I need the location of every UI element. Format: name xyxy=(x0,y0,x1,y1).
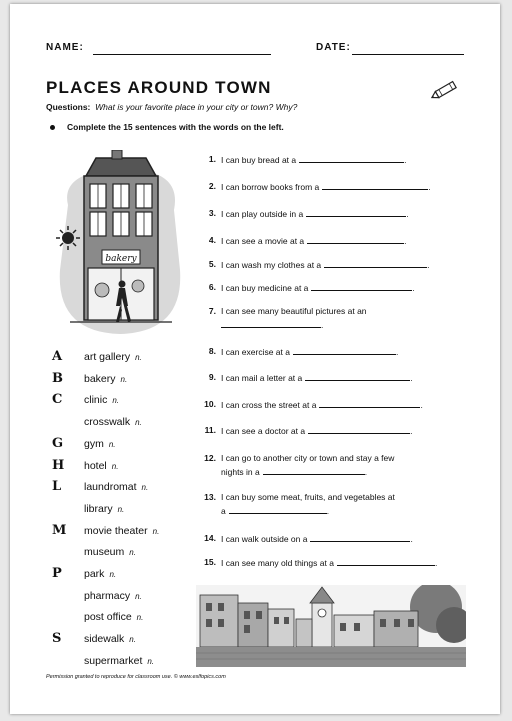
sentence-line1: I can walk outside on a xyxy=(221,534,308,544)
word-bank-letter: C xyxy=(52,392,63,408)
word-bank-word xyxy=(84,655,154,667)
word-bank-word xyxy=(84,503,124,515)
part-of-speech: n. xyxy=(147,656,155,666)
word-bank-word xyxy=(84,590,142,602)
period: . xyxy=(420,400,423,410)
word-text: clinic xyxy=(84,394,108,407)
period: . xyxy=(364,467,368,477)
sentence-line1: I can exercise at a xyxy=(221,347,290,357)
word-text: museum xyxy=(84,546,125,559)
name-label: NAME: xyxy=(46,42,84,53)
date-label: DATE: xyxy=(316,42,351,53)
answer-blank[interactable] xyxy=(319,398,423,410)
word-text: hotel xyxy=(84,459,107,472)
sentence-item xyxy=(196,345,481,373)
word-bank-word xyxy=(84,611,143,623)
word-bank-word xyxy=(84,460,118,472)
part-of-speech: n. xyxy=(120,374,128,384)
period: . xyxy=(404,236,407,246)
sentence-text xyxy=(221,305,367,332)
answer-blank[interactable] xyxy=(263,465,368,477)
sentence-text xyxy=(221,398,423,412)
period: . xyxy=(410,373,413,383)
sentence-number: 6. xyxy=(208,282,216,292)
period: . xyxy=(406,209,409,219)
name-field-line xyxy=(93,44,271,55)
sentence-line2: nights in a xyxy=(221,467,260,477)
sentence-item xyxy=(196,180,481,208)
part-of-speech: n. xyxy=(111,461,119,471)
sentence-item xyxy=(196,371,481,399)
answer-blank[interactable] xyxy=(311,281,415,293)
period: . xyxy=(321,320,324,330)
answer-blank[interactable] xyxy=(299,153,407,165)
sentence-number: 15. xyxy=(204,557,216,567)
answer-blank[interactable] xyxy=(293,345,399,357)
sentence-line1: I can buy medicine at a xyxy=(221,283,309,293)
questions-text: What is your favorite place in your city or town? Why? xyxy=(95,102,298,112)
sentence-number: 4. xyxy=(208,235,216,245)
word-text: sidewalk xyxy=(84,633,125,646)
word-bank-word xyxy=(84,568,116,580)
part-of-speech: n. xyxy=(136,613,144,623)
sentence-text xyxy=(221,452,394,479)
word-text: art gallery xyxy=(84,351,131,363)
word-text: pharmacy xyxy=(84,589,131,602)
word-bank-letter: L xyxy=(52,479,62,495)
questions-line xyxy=(46,102,297,112)
sentence-number: 14. xyxy=(204,533,216,543)
answer-blank[interactable] xyxy=(324,258,430,270)
part-of-speech: n. xyxy=(117,504,125,514)
period: . xyxy=(395,347,399,357)
sentence-item xyxy=(196,424,481,452)
answer-blank[interactable] xyxy=(221,318,324,330)
sentence-text xyxy=(221,281,415,295)
sentence-item xyxy=(196,305,481,333)
sentence-text xyxy=(221,371,413,385)
sentence-text xyxy=(221,153,407,167)
part-of-speech: n. xyxy=(112,396,120,406)
sentence-text xyxy=(221,180,431,194)
date-field-line xyxy=(352,44,464,55)
sentence-number: 7. xyxy=(208,306,216,316)
sentence-line1: I can buy some meat, fruits, and vegetables at xyxy=(221,492,395,502)
word-text: laundromat xyxy=(84,481,137,494)
answer-blank[interactable] xyxy=(322,180,431,192)
sentence-text xyxy=(221,556,437,570)
answer-blank[interactable] xyxy=(310,532,413,544)
word-bank-word xyxy=(84,481,148,493)
sentence-line1: I can cross the street at a xyxy=(221,400,317,410)
word-bank-word xyxy=(84,438,116,450)
period: . xyxy=(434,558,438,568)
word-bank-word xyxy=(84,633,136,645)
part-of-speech: n. xyxy=(109,570,117,579)
sentence-line1: I can wash my clothes at a xyxy=(221,260,322,270)
sentence-number: 2. xyxy=(208,181,216,191)
word-bank-letter: B xyxy=(52,370,63,386)
sentence-line1: I can borrow books from a xyxy=(221,182,320,192)
copyright-footer: Permission granted to reproduce for classroom use. © www.eslfopics.com xyxy=(46,674,226,680)
bakery-sign-text: bakery xyxy=(105,254,137,264)
word-text: gym xyxy=(84,437,104,450)
town-street-illustration xyxy=(196,585,466,667)
sentence-text xyxy=(221,207,409,221)
sentence-number: 9. xyxy=(208,372,216,382)
sentence-item xyxy=(196,207,481,235)
sentence-number: 1. xyxy=(208,154,216,164)
sentence-text xyxy=(221,234,407,248)
word-text: movie theater xyxy=(84,524,148,537)
word-text: bakery xyxy=(84,372,116,385)
word-bank-letter: S xyxy=(52,631,62,647)
word-bank-letter: H xyxy=(52,457,65,473)
answer-blank[interactable] xyxy=(305,371,413,383)
word-bank-word xyxy=(84,394,119,406)
period: . xyxy=(427,260,430,270)
sentence-line1: I can see a movie at a xyxy=(221,236,305,246)
sentence-item xyxy=(196,452,481,480)
worksheet-page xyxy=(10,4,500,714)
sentence-number: 12. xyxy=(204,453,216,463)
word-bank-letter: P xyxy=(52,566,62,581)
instruction-text: Complete the 15 sentences with the words on the left. xyxy=(67,122,284,132)
sentence-item xyxy=(196,398,481,426)
word-text: crosswalk xyxy=(84,416,131,429)
part-of-speech: n. xyxy=(108,439,116,449)
part-of-speech: n. xyxy=(129,548,136,558)
word-bank-word xyxy=(84,546,136,558)
sentence-number: 5. xyxy=(208,259,216,269)
period: . xyxy=(412,283,415,293)
bakery-illustration xyxy=(50,150,190,340)
answer-blank[interactable] xyxy=(337,556,438,568)
sentence-text xyxy=(221,258,430,272)
questions-label: Questions: xyxy=(46,102,91,112)
part-of-speech: n. xyxy=(135,353,142,362)
part-of-speech: n. xyxy=(135,418,142,428)
word-bank-word xyxy=(84,525,159,537)
word-bank-letter: M xyxy=(52,522,67,538)
sentence-text xyxy=(221,532,413,546)
period: . xyxy=(428,182,431,192)
sentence-line1: I can go to another city or town and stay a few xyxy=(221,453,395,463)
sentence-item xyxy=(196,556,481,584)
answer-blank[interactable] xyxy=(306,207,409,219)
sentence-text xyxy=(221,491,395,518)
sentence-text xyxy=(221,424,412,438)
sentence-number: 8. xyxy=(208,346,216,356)
sentence-number: 13. xyxy=(204,492,216,502)
bullet-icon xyxy=(50,125,55,130)
period: . xyxy=(326,506,330,516)
sentence-text xyxy=(221,345,398,359)
sentence-item xyxy=(196,153,481,181)
sentence-line1: I can buy bread at a xyxy=(221,155,297,165)
word-bank-word xyxy=(84,416,142,428)
sentence-line2: a xyxy=(221,506,226,516)
sentence-number: 11. xyxy=(204,425,216,435)
sentence-line1: I can play outside in a xyxy=(221,209,304,219)
answer-blank[interactable] xyxy=(229,504,330,516)
part-of-speech: n. xyxy=(135,591,142,601)
answer-blank[interactable] xyxy=(308,424,413,436)
period: . xyxy=(410,426,413,436)
word-bank-letter: A xyxy=(52,349,63,364)
sentence-item xyxy=(196,491,481,519)
word-text: supermarket xyxy=(84,654,143,667)
sentence-line1: I can mail a letter at a xyxy=(221,373,303,383)
period: . xyxy=(404,155,407,165)
word-text: post office xyxy=(84,611,132,624)
part-of-speech: n. xyxy=(152,526,160,536)
sentence-line1: I can see a doctor at a xyxy=(221,426,306,436)
word-bank-word xyxy=(84,373,127,385)
part-of-speech: n. xyxy=(129,635,136,645)
sentence-number: 3. xyxy=(208,208,216,218)
word-bank-word xyxy=(84,351,142,363)
sentence-line1: I can see many beautiful pictures at an xyxy=(221,306,367,316)
page-title: PLACES AROUND TOWN xyxy=(46,78,272,97)
sentence-number: 10. xyxy=(204,399,216,409)
pencil-icon xyxy=(430,76,462,104)
answer-blank[interactable] xyxy=(307,234,407,246)
word-text: park xyxy=(84,568,105,580)
sentence-line1: I can see many old things at a xyxy=(221,558,334,568)
part-of-speech: n. xyxy=(141,483,149,493)
period: . xyxy=(410,534,413,544)
word-text: library xyxy=(84,502,113,515)
word-bank-letter: G xyxy=(52,435,64,451)
